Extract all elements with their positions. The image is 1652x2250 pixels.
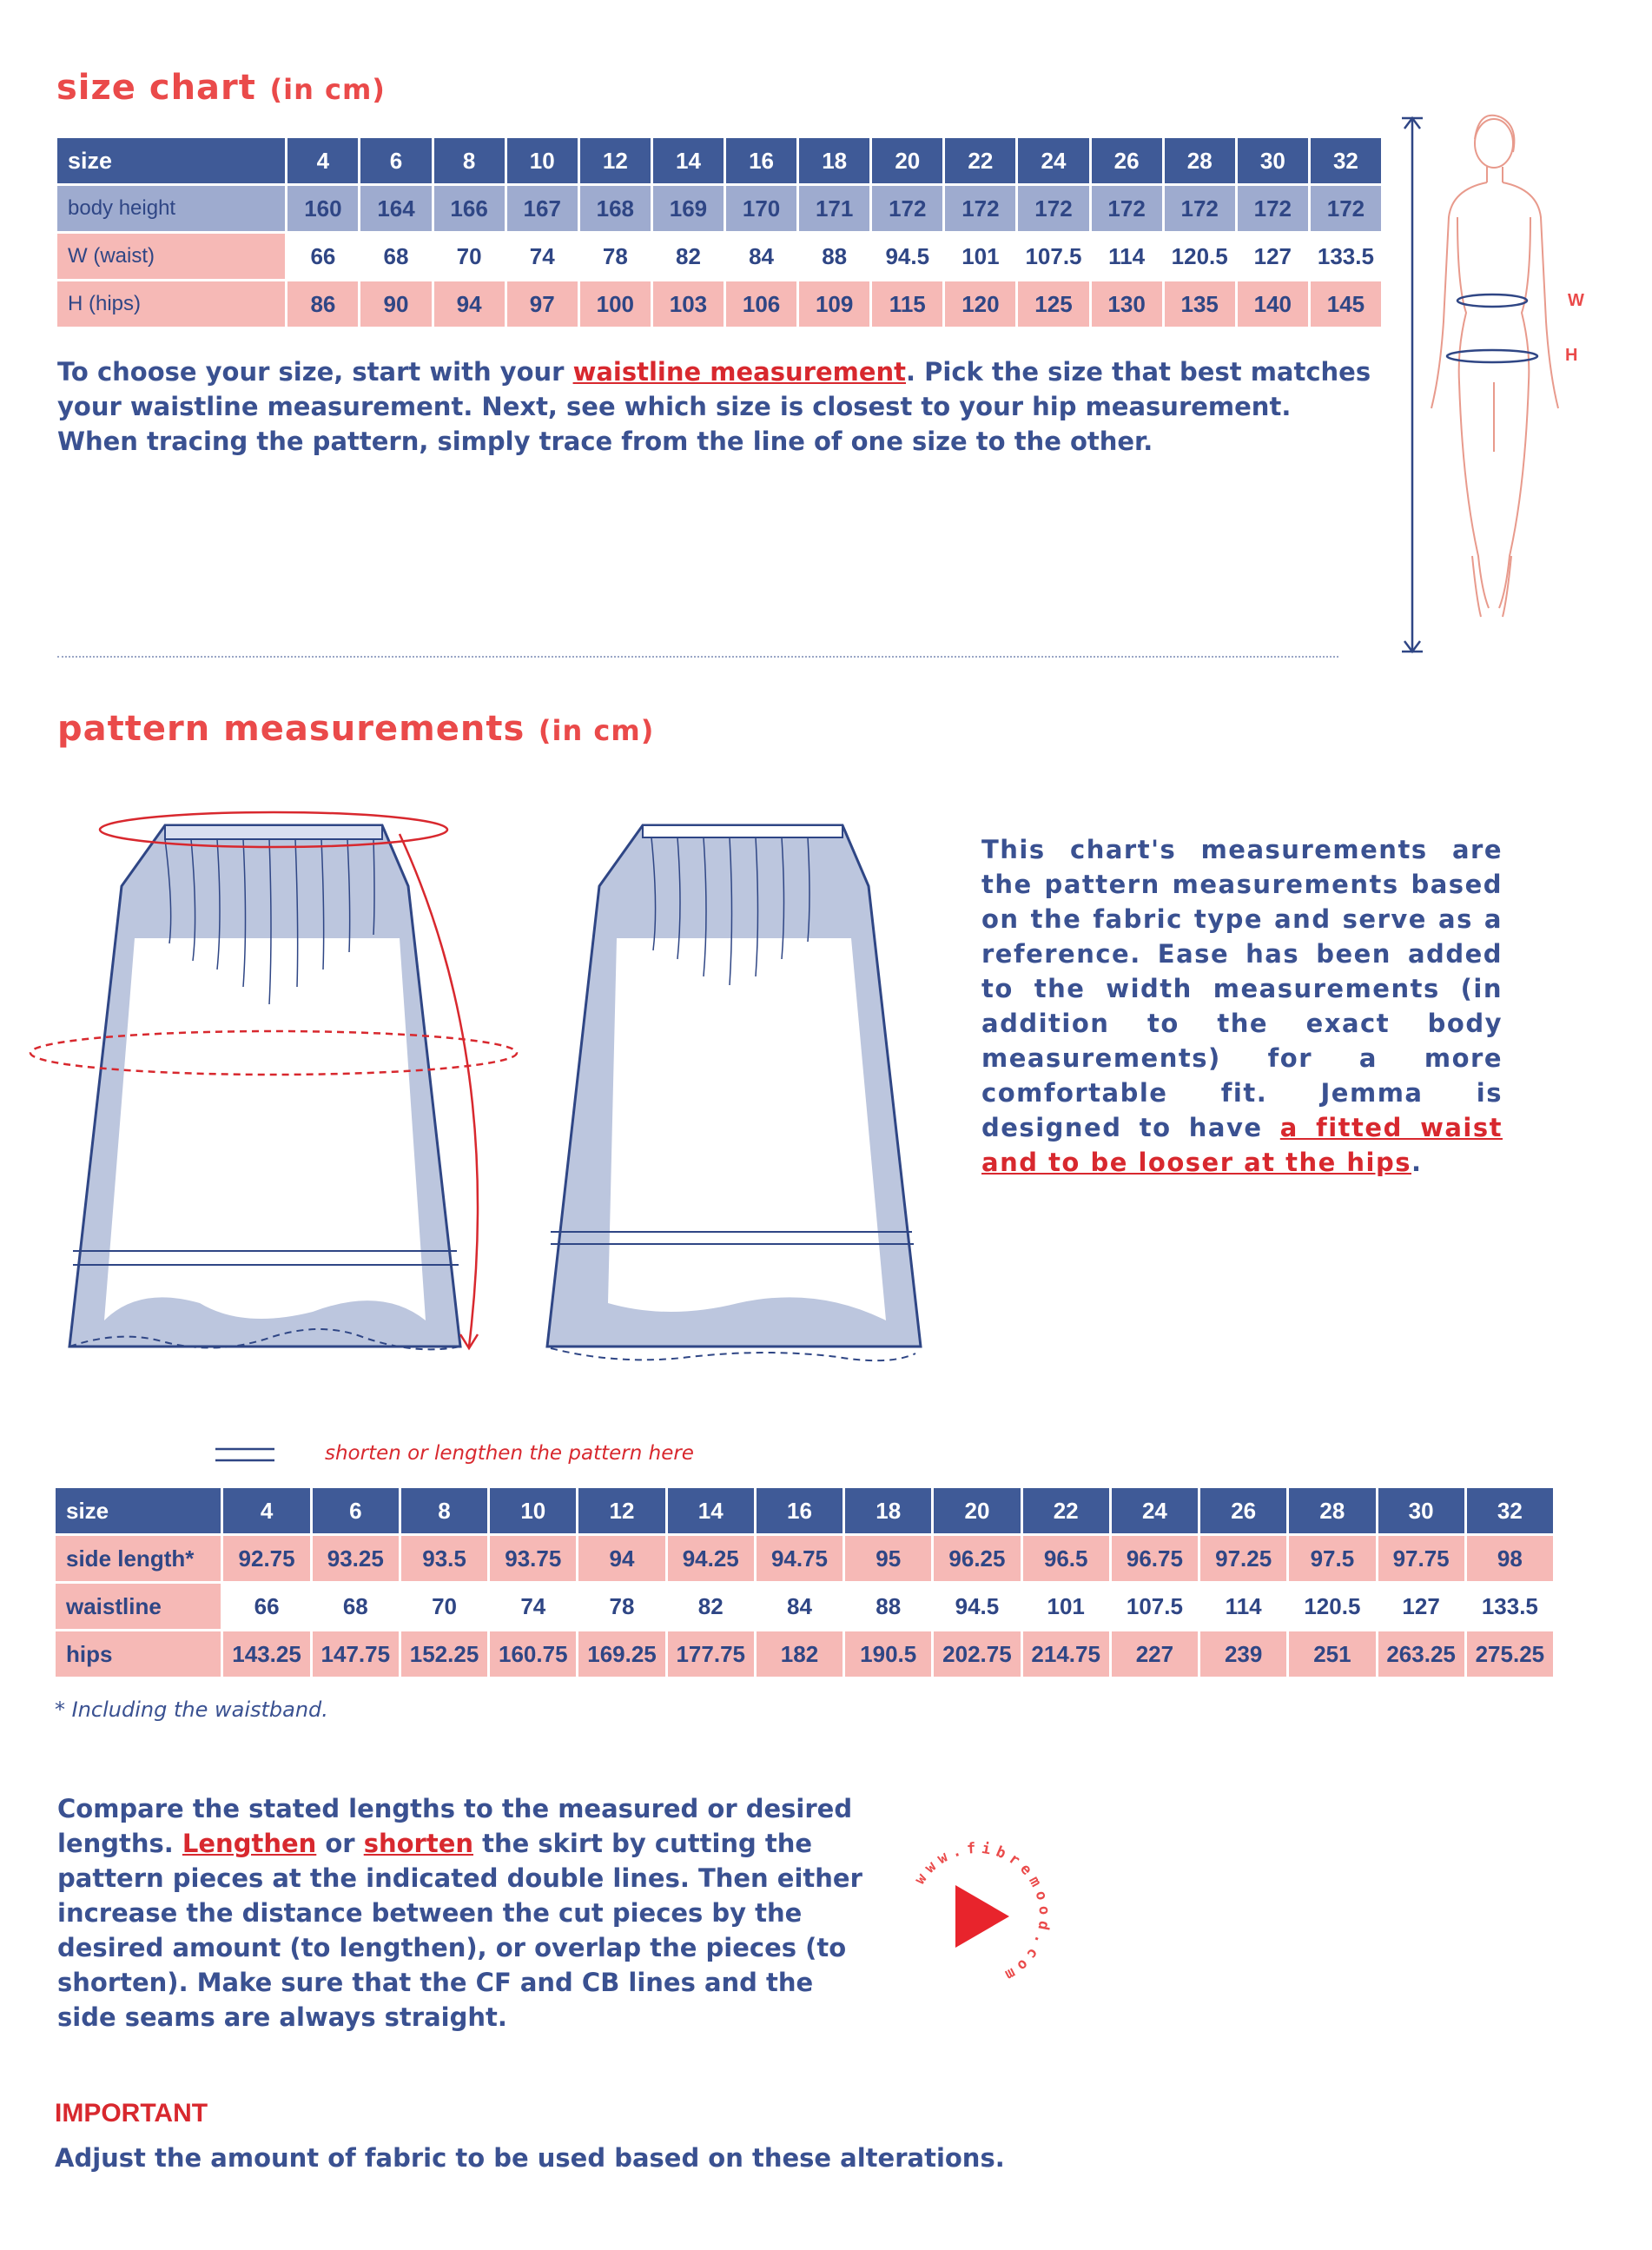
table-cell: 26 bbox=[1200, 1488, 1286, 1533]
height-arrow bbox=[1402, 118, 1423, 652]
table-cell: 182 bbox=[757, 1631, 843, 1677]
table-cell: 82 bbox=[668, 1584, 754, 1629]
skirt-back-illustration bbox=[539, 799, 955, 1390]
table-cell: 172 bbox=[872, 186, 942, 231]
table-cell: 18 bbox=[799, 138, 869, 183]
table-cell: 82 bbox=[653, 234, 724, 279]
size-chart-instructions bbox=[57, 354, 1378, 459]
body-measurement-figure bbox=[1381, 104, 1584, 669]
table-cell: 90 bbox=[360, 281, 431, 327]
table-cell: 166 bbox=[434, 186, 505, 231]
table-cell: 147.75 bbox=[313, 1631, 399, 1677]
female-figure-icon bbox=[1431, 116, 1558, 617]
fitted-waist-link[interactable]: a fitted waist and to be looser at the hips bbox=[981, 1113, 1503, 1177]
table-cell: 70 bbox=[401, 1584, 487, 1629]
table-cell: 92.75 bbox=[223, 1536, 309, 1581]
hip-label: H bbox=[1565, 346, 1578, 365]
table-cell: 97.25 bbox=[1200, 1536, 1286, 1581]
table-cell: 14 bbox=[653, 138, 724, 183]
table-cell: 177.75 bbox=[668, 1631, 754, 1677]
table-cell: 251 bbox=[1289, 1631, 1375, 1677]
pattern-title: pattern measurements bbox=[57, 709, 525, 749]
table-cell: 97.5 bbox=[1289, 1536, 1375, 1581]
table-cell: 74 bbox=[490, 1584, 576, 1629]
table-cell: 94.5 bbox=[934, 1584, 1020, 1629]
table-cell: 143.25 bbox=[223, 1631, 309, 1677]
table-cell: 8 bbox=[401, 1488, 487, 1533]
table-cell: 133.5 bbox=[1311, 234, 1381, 279]
table-cell: 94.75 bbox=[757, 1536, 843, 1581]
table-cell: 107.5 bbox=[1018, 234, 1088, 279]
table-cell: 120 bbox=[945, 281, 1015, 327]
table-cell: 20 bbox=[934, 1488, 1020, 1533]
table-cell: 170 bbox=[726, 186, 796, 231]
pattern-measurements-heading bbox=[57, 709, 654, 749]
size-chart-heading bbox=[56, 68, 386, 108]
table-cell: 101 bbox=[945, 234, 1015, 279]
table-cell: 10 bbox=[507, 138, 578, 183]
table-cell: 214.75 bbox=[1023, 1631, 1109, 1677]
table-cell: 169.25 bbox=[578, 1631, 664, 1677]
important-text: Adjust the amount of fabric to be used based on these alterations. bbox=[55, 2143, 1005, 2173]
table-cell: 10 bbox=[490, 1488, 576, 1533]
skirt-front-illustration bbox=[52, 799, 504, 1390]
table-cell: 160.75 bbox=[490, 1631, 576, 1677]
table-cell: 133.5 bbox=[1467, 1584, 1553, 1629]
lengthen-link[interactable]: Lengthen bbox=[182, 1829, 317, 1858]
table-cell: 26 bbox=[1092, 138, 1162, 183]
fibremood-video-badge[interactable] bbox=[895, 1833, 1060, 1998]
table-cell: 120.5 bbox=[1289, 1584, 1375, 1629]
table-cell: 14 bbox=[668, 1488, 754, 1533]
row-label: side length* bbox=[56, 1536, 221, 1581]
table-cell: 88 bbox=[845, 1584, 931, 1629]
table-cell: 227 bbox=[1112, 1631, 1198, 1677]
table-cell: 168 bbox=[580, 186, 651, 231]
table-cell: 172 bbox=[945, 186, 1015, 231]
table-cell: 30 bbox=[1378, 1488, 1464, 1533]
pattern-measurements-table bbox=[53, 1486, 1556, 1679]
table-cell: 84 bbox=[757, 1584, 843, 1629]
table-cell: 202.75 bbox=[934, 1631, 1020, 1677]
table-cell: 97 bbox=[507, 281, 578, 327]
table-cell: 16 bbox=[726, 138, 796, 183]
table-cell: 127 bbox=[1238, 234, 1308, 279]
row-label: size bbox=[56, 1488, 221, 1533]
alterations-or: or bbox=[316, 1829, 364, 1858]
waist-label: W bbox=[1568, 291, 1584, 310]
table-cell: 22 bbox=[945, 138, 1015, 183]
table-cell: 8 bbox=[434, 138, 505, 183]
instructions-text-2: . Pick the size that best matches your waistline measurement. Next, see which size is closest to your hip measurement. When tracing the pattern, simply trace from the line of one size to the other. bbox=[57, 357, 1371, 456]
table-cell: 66 bbox=[223, 1584, 309, 1629]
table-cell: 127 bbox=[1378, 1584, 1464, 1629]
table-cell: 172 bbox=[1165, 186, 1235, 231]
footnote: * Including the waistband. bbox=[55, 1697, 328, 1722]
row-label: body height bbox=[57, 186, 285, 231]
table-cell: 172 bbox=[1238, 186, 1308, 231]
table-cell: 164 bbox=[360, 186, 431, 231]
alterations-text-2: the skirt by cutting the pattern pieces at the indicated double lines. Then either increase the distance between the cut pieces by the desired amount (to lengthen), or overlap the pieces (to shorten). Make sure that the CF and CB lines and the side seams are always straight. bbox=[57, 1829, 862, 2032]
size-chart-title: size chart bbox=[56, 68, 256, 108]
table-cell: 68 bbox=[360, 234, 431, 279]
table-cell: 32 bbox=[1467, 1488, 1553, 1533]
table-cell: 78 bbox=[578, 1584, 664, 1629]
alterations-instructions bbox=[57, 1791, 874, 2035]
table-cell: 98 bbox=[1467, 1536, 1553, 1581]
table-cell: 68 bbox=[313, 1584, 399, 1629]
pattern-unit: (in cm) bbox=[538, 714, 655, 747]
size-chart-table bbox=[55, 136, 1384, 329]
size-chart-unit: (in cm) bbox=[269, 73, 386, 106]
row-label: W (waist) bbox=[57, 234, 285, 279]
table-cell: 28 bbox=[1289, 1488, 1375, 1533]
table-cell: 93.5 bbox=[401, 1536, 487, 1581]
table-row bbox=[57, 138, 1381, 183]
table-cell: 20 bbox=[872, 138, 942, 183]
table-cell: 169 bbox=[653, 186, 724, 231]
table-cell: 190.5 bbox=[845, 1631, 931, 1677]
table-row bbox=[56, 1631, 1553, 1677]
table-cell: 109 bbox=[799, 281, 869, 327]
table-cell: 28 bbox=[1165, 138, 1235, 183]
legend-text: shorten or lengthen the pattern here bbox=[325, 1442, 694, 1465]
table-cell: 93.75 bbox=[490, 1536, 576, 1581]
table-cell: 96.5 bbox=[1023, 1536, 1109, 1581]
table-cell: 172 bbox=[1018, 186, 1088, 231]
table-cell: 172 bbox=[1092, 186, 1162, 231]
table-cell: 152.25 bbox=[401, 1631, 487, 1677]
table-cell: 16 bbox=[757, 1488, 843, 1533]
table-cell: 94.5 bbox=[872, 234, 942, 279]
table-cell: 4 bbox=[287, 138, 358, 183]
waistline-measurement-link[interactable]: waistline measurement bbox=[572, 357, 907, 387]
table-cell: 84 bbox=[726, 234, 796, 279]
table-cell: 94.25 bbox=[668, 1536, 754, 1581]
instructions-text-1: To choose your size, start with your bbox=[57, 357, 573, 387]
badge-ring-text: www.fibremood.com bbox=[911, 1839, 1054, 1986]
table-cell: 12 bbox=[578, 1488, 664, 1533]
table-cell: 95 bbox=[845, 1536, 931, 1581]
play-icon[interactable] bbox=[955, 1885, 1009, 1948]
table-cell: 239 bbox=[1200, 1631, 1286, 1677]
table-row bbox=[56, 1488, 1553, 1533]
table-cell: 97.75 bbox=[1378, 1536, 1464, 1581]
table-cell: 30 bbox=[1238, 138, 1308, 183]
table-cell: 101 bbox=[1023, 1584, 1109, 1629]
table-cell: 114 bbox=[1200, 1584, 1286, 1629]
row-label: size bbox=[57, 138, 285, 183]
table-cell: 140 bbox=[1238, 281, 1308, 327]
table-cell: 6 bbox=[313, 1488, 399, 1533]
section-divider bbox=[57, 656, 1338, 658]
table-row bbox=[56, 1536, 1553, 1581]
table-row bbox=[57, 234, 1381, 279]
pattern-description-end: . bbox=[1411, 1148, 1423, 1177]
table-cell: 86 bbox=[287, 281, 358, 327]
table-cell: 115 bbox=[872, 281, 942, 327]
table-cell: 263.25 bbox=[1378, 1631, 1464, 1677]
alterations-text-1: Compare the stated lengths to the measured or desired lengths. bbox=[57, 1794, 853, 1858]
table-cell: 96.25 bbox=[934, 1536, 1020, 1581]
table-cell: 18 bbox=[845, 1488, 931, 1533]
pattern-description-text: This chart's measurements are the pattern measurements based on the fabric type and serve as a reference. Ease has been added to the width measurements (in addition to the exact body measurements) for a more comfortable fit. Jemma is designed to have bbox=[981, 835, 1503, 1142]
table-cell: 130 bbox=[1092, 281, 1162, 327]
row-label: hips bbox=[56, 1631, 221, 1677]
important-heading: IMPORTANT bbox=[55, 2099, 208, 2128]
table-cell: 6 bbox=[360, 138, 431, 183]
shorten-link[interactable]: shorten bbox=[363, 1829, 474, 1858]
table-cell: 12 bbox=[580, 138, 651, 183]
table-cell: 66 bbox=[287, 234, 358, 279]
pattern-description bbox=[981, 832, 1503, 1180]
table-row bbox=[57, 186, 1381, 231]
table-cell: 171 bbox=[799, 186, 869, 231]
table-cell: 88 bbox=[799, 234, 869, 279]
table-cell: 125 bbox=[1018, 281, 1088, 327]
table-cell: 275.25 bbox=[1467, 1631, 1553, 1677]
table-cell: 172 bbox=[1311, 186, 1381, 231]
table-cell: 103 bbox=[653, 281, 724, 327]
table-cell: 93.25 bbox=[313, 1536, 399, 1581]
table-cell: 24 bbox=[1112, 1488, 1198, 1533]
table-cell: 135 bbox=[1165, 281, 1235, 327]
table-cell: 120.5 bbox=[1165, 234, 1235, 279]
row-label: waistline bbox=[56, 1584, 221, 1629]
table-cell: 78 bbox=[580, 234, 651, 279]
table-cell: 114 bbox=[1092, 234, 1162, 279]
table-cell: 145 bbox=[1311, 281, 1381, 327]
table-cell: 24 bbox=[1018, 138, 1088, 183]
table-cell: 96.75 bbox=[1112, 1536, 1198, 1581]
table-row bbox=[57, 281, 1381, 327]
double-line-legend-icon bbox=[214, 1446, 276, 1465]
table-cell: 160 bbox=[287, 186, 358, 231]
table-cell: 22 bbox=[1023, 1488, 1109, 1533]
table-row bbox=[56, 1584, 1553, 1629]
table-cell: 4 bbox=[223, 1488, 309, 1533]
table-cell: 100 bbox=[580, 281, 651, 327]
table-cell: 106 bbox=[726, 281, 796, 327]
table-cell: 32 bbox=[1311, 138, 1381, 183]
table-cell: 94 bbox=[578, 1536, 664, 1581]
table-cell: 107.5 bbox=[1112, 1584, 1198, 1629]
table-cell: 74 bbox=[507, 234, 578, 279]
table-cell: 94 bbox=[434, 281, 505, 327]
row-label: H (hips) bbox=[57, 281, 285, 327]
table-cell: 70 bbox=[434, 234, 505, 279]
table-cell: 167 bbox=[507, 186, 578, 231]
